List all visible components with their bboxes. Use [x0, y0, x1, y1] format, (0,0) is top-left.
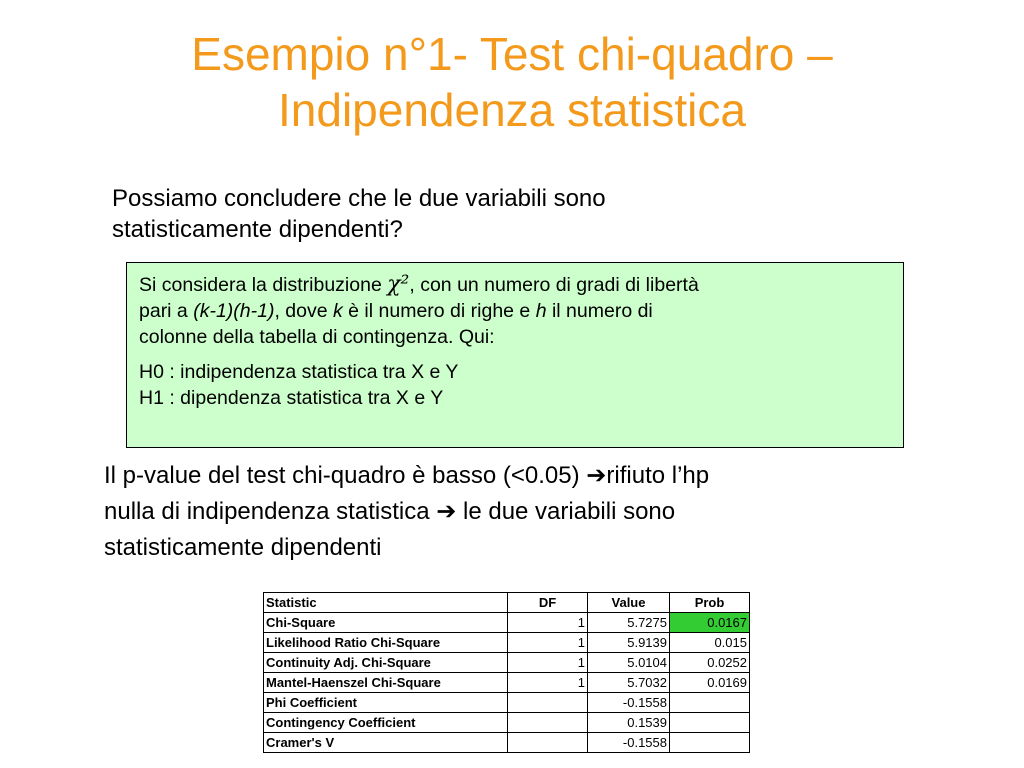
- box-text-2: , con un numero di gradi di libertà: [409, 274, 699, 296]
- prob-cell: 0.0252: [670, 653, 750, 673]
- header-prob: Prob: [670, 593, 750, 613]
- conclusion-part-4: le due variabili sono: [456, 498, 676, 525]
- box-text-1: Si considera la distribuzione: [139, 274, 388, 296]
- prob-cell-highlighted: 0.0167: [670, 613, 750, 633]
- table-row: [264, 653, 750, 673]
- df-cell: [508, 693, 588, 713]
- statistic-cell: Likelihood Ratio Chi-Square: [264, 633, 508, 653]
- header-value: Value: [588, 593, 670, 613]
- header-df: DF: [508, 593, 588, 613]
- statistic-cell: Chi-Square: [264, 613, 508, 633]
- prob-cell: 0.0169: [670, 673, 750, 693]
- hypothesis-box: [126, 262, 904, 448]
- conclusion-part-1: Il p-value del test chi-quadro è basso (<0.05): [104, 462, 587, 489]
- h-variable: h: [535, 300, 547, 322]
- statistic-cell: Phi Coefficient: [264, 693, 508, 713]
- question-line-2: statisticamente dipendenti?: [112, 216, 403, 243]
- value-cell: 5.7275: [588, 613, 670, 633]
- box-text-7: colonne della tabella di contingenza. Qui:: [139, 326, 495, 348]
- df-cell: 1: [508, 653, 588, 673]
- prob-cell: [670, 693, 750, 713]
- table-row: [264, 693, 750, 713]
- slide-title: [0, 26, 1024, 138]
- box-text-3: pari a: [139, 300, 194, 322]
- statistic-cell: Mantel-Haenszel Chi-Square: [264, 673, 508, 693]
- value-cell: -0.1558: [588, 693, 670, 713]
- value-cell: 0.1539: [588, 713, 670, 733]
- header-statistic: Statistic: [264, 593, 508, 613]
- question-line-1: Possiamo concludere che le due variabili sono: [112, 185, 606, 212]
- statistic-cell: Contingency Coefficient: [264, 713, 508, 733]
- df-cell: 1: [508, 633, 588, 653]
- box-description: [139, 272, 891, 350]
- conclusion-text: [104, 458, 914, 566]
- table-header-row: [264, 593, 750, 613]
- conclusion-part-5: statisticamente dipendenti: [104, 534, 382, 561]
- table-row: [264, 733, 750, 753]
- title-line-1: Esempio n°1- Test chi-quadro –: [191, 28, 833, 80]
- box-text-6: il numero di: [546, 300, 653, 322]
- value-cell: 5.9139: [588, 633, 670, 653]
- arrow-right-icon: ➔: [436, 498, 457, 525]
- arrow-right-icon: ➔: [586, 462, 607, 489]
- value-cell: 5.7032: [588, 673, 670, 693]
- table-row: [264, 613, 750, 633]
- table-row: [264, 633, 750, 653]
- df-formula: (k-1)(h-1): [193, 300, 275, 322]
- null-hypothesis: H0 : indipendenza statistica tra X e Y: [139, 361, 459, 383]
- conclusion-part-3: nulla di indipendenza statistica: [104, 498, 437, 525]
- prob-cell: [670, 713, 750, 733]
- df-cell: [508, 713, 588, 733]
- df-cell: [508, 733, 588, 753]
- question-text: [112, 183, 872, 245]
- df-cell: 1: [508, 673, 588, 693]
- value-cell: -0.1558: [588, 733, 670, 753]
- prob-cell: [670, 733, 750, 753]
- k-variable: k: [333, 300, 343, 322]
- prob-cell: 0.015: [670, 633, 750, 653]
- box-text-5: è il numero di righe e: [342, 300, 536, 322]
- statistic-cell: Continuity Adj. Chi-Square: [264, 653, 508, 673]
- df-cell: 1: [508, 613, 588, 633]
- table-row: [264, 673, 750, 693]
- chi-square-symbol: χ²: [387, 272, 410, 297]
- conclusion-part-2: rifiuto l’hp: [606, 462, 710, 489]
- statistic-cell: Cramer's V: [264, 733, 508, 753]
- table-row: [264, 713, 750, 733]
- title-line-2: Indipendenza statistica: [278, 84, 746, 136]
- alternative-hypothesis: H1 : dipendenza statistica tra X e Y: [139, 387, 444, 409]
- box-text-4: , dove: [274, 300, 333, 322]
- statistics-table: [263, 592, 750, 753]
- value-cell: 5.0104: [588, 653, 670, 673]
